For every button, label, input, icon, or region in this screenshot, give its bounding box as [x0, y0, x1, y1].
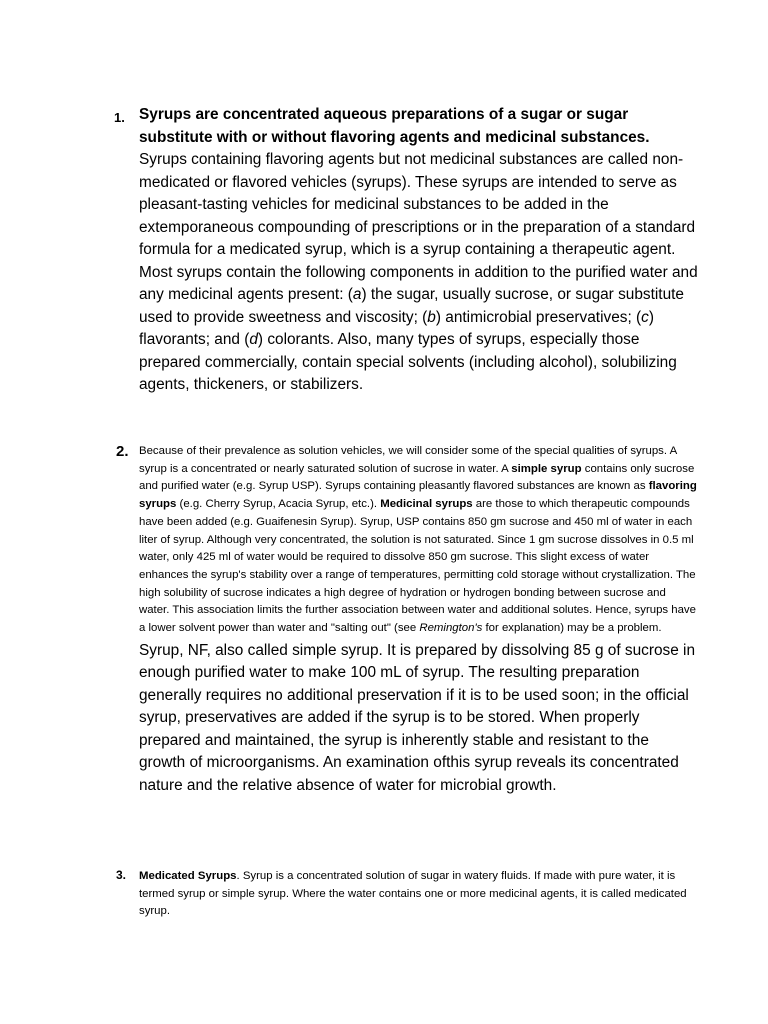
paragraph-medicated	[139, 868, 699, 921]
bold-run: Medicinal syrups	[380, 498, 473, 511]
item-body	[139, 104, 699, 397]
italic-run: a	[352, 286, 362, 303]
text-run: ) colorants. Also, many types of syrups, especially those prepared commercially, contain special solvents (including alcohol), solubilizing agents, thickeners, or stabilizers.	[139, 331, 677, 393]
paragraph-simple-syrup: Syrup, NF, also called simple syrup. It is prepared by dissolving 85 g of sucrose in enough purified water to make 100 mL of syrup. The resulting preparation generally requires no additional preservation if it is to be used soon; in the official syrup, preservatives are added if the syrup is to be stored. When properly prepared and maintained, the syrup is inherently stable and resistant to the growth of microorganisms. An examination ofthis syrup reveals its concentrated nature and the relative absence of water for microbial growth.	[139, 641, 696, 794]
item-body	[139, 443, 699, 797]
item-number: 3.	[116, 868, 127, 882]
paragraph: Syrups containing flavoring agents but not medicinal substances are called non-medicated or flavored vehicles (syrups). These syrups are intended to serve as pleasant-tasting vehicles for medicinal substances to be added in the extemporaneous compounding of prescriptions or in the preparation of a standard formula for a medicated syrup, which is a syrup containing a therapeutic agent.	[139, 151, 696, 258]
paragraph-components	[139, 262, 699, 397]
italic-run: b	[427, 308, 436, 326]
bold-run: simple syrup	[511, 462, 582, 475]
text-run: . Syrup is a concentrated solution of sugar in watery fluids. If made with pure water, it is termed syrup or simple syrup. Where the water contains one or more medicinal agents, it is called medicated syrup.	[139, 870, 687, 918]
text-run: ) antimicrobial preservatives; (	[435, 308, 642, 326]
item-number: 2.	[116, 443, 129, 460]
text-run: are those to which therapeutic compounds have been added (e.g. Guaifenesin Syrup). Syrup, USP contains 850 gm sucrose and 450 ml of water in each liter of syrup. Although very concentrated, the solution is not saturated. Since 1 gm sucrose dissolves in 0.5 ml water, only 425 ml of water would be required to dissolve 850 gm sucrose. This slight excess of water enhances the syrup's stability over a range of temperatures, permitting cold storage without crystallization. The high solubility of sucrose indicates a high degree of hydration or hydrogen bonding between sucrose and water. This association limits the further association between water and additional solutes. Hence, syrups have a lower solvent power than water and "salting out" (see	[139, 498, 696, 635]
italic-run: d	[249, 331, 258, 348]
bold-run: Medicated Syrups	[139, 870, 237, 882]
paragraph-small	[139, 443, 699, 638]
text-run: for explanation) may be a problem.	[482, 622, 662, 635]
item-number: 1.	[114, 110, 125, 125]
italic-run: c	[641, 308, 649, 326]
lead-sentence: Syrups are concentrated aqueous preparations of a sugar or sugar substitute with or without flavoring agents and medicinal substances.	[139, 106, 650, 146]
bold-run: flavoring syrups	[139, 480, 697, 511]
italic-run: Remington's	[419, 622, 483, 635]
text-run: Because of their prevalence as solution vehicles, we will consider some of the special qualities of syrups. A syrup is a concentrated or nearly saturated solution of sucrose in water. A	[139, 445, 677, 475]
text-run: ) the sugar, usually sucrose, or sugar substitute used to provide sweetness and viscosity; (	[139, 286, 684, 326]
text-run: (e.g. Cherry Syrup, Acacia Syrup, etc.).	[176, 498, 381, 511]
text-run: Most syrups contain the following components in addition to the purified water and any medicinal agents present: (	[139, 263, 698, 303]
text-run: contains only sucrose and purified water (e.g. Syrup USP). Syrups containing pleasantly flavored substances are known as	[139, 462, 695, 493]
text-run: ) flavorants; and (	[139, 308, 654, 348]
